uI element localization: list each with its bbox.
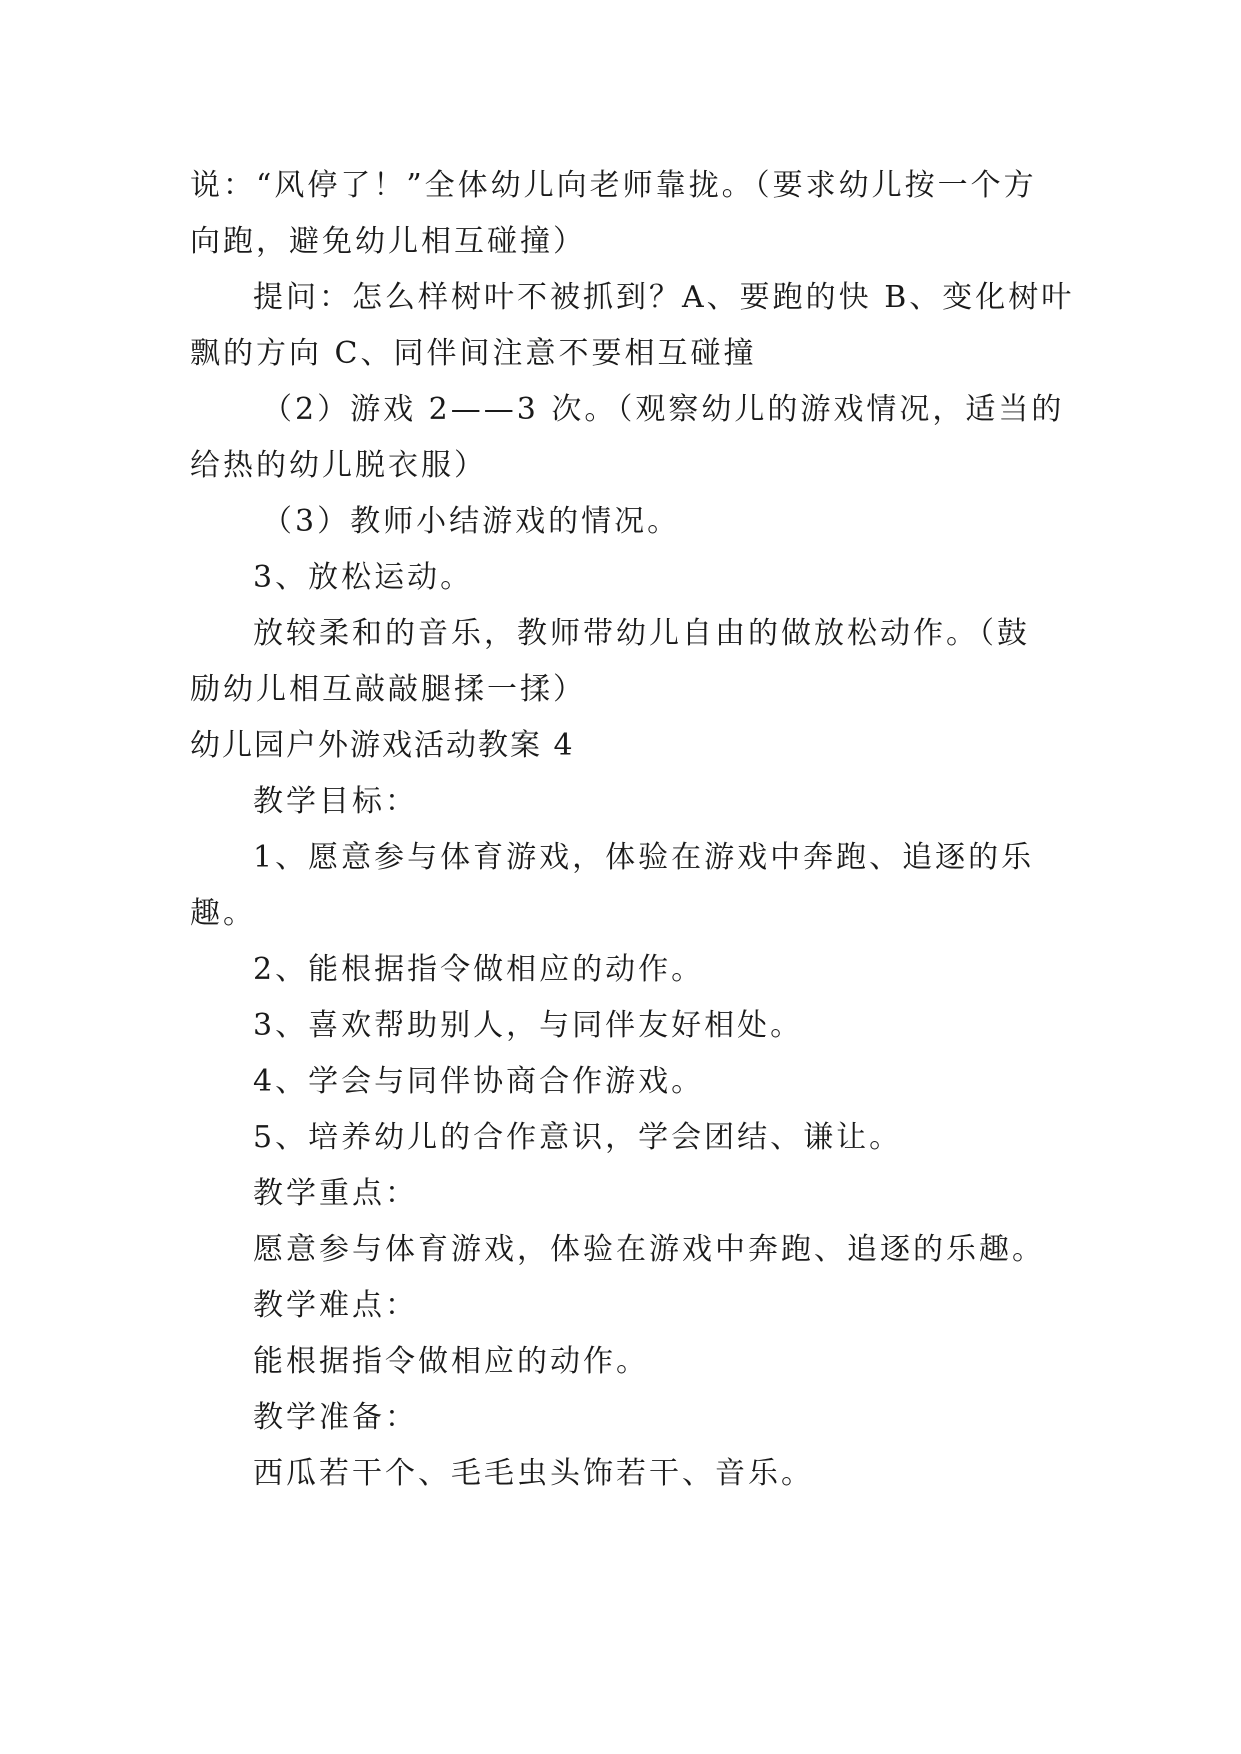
section-heading: 幼儿园户外游戏活动教案 4 (190, 728, 575, 763)
paragraph-line: 飘的方向 C、同伴间注意不要相互碰撞 (190, 336, 757, 371)
subheading: 教学难点： (253, 1288, 418, 1323)
subheading: 教学重点： (253, 1176, 418, 1211)
paragraph-line: 2、能根据指令做相应的动作。 (253, 952, 705, 987)
paragraph-line: 1、愿意参与体育游戏，体验在游戏中奔跑、追逐的乐 (253, 840, 1035, 875)
paragraph-line: 说：“风停了！”全体幼儿向老师靠拢。（要求幼儿按一个方 (190, 168, 1037, 203)
paragraph-line: 3、放松运动。 (253, 560, 474, 595)
paragraph-line: 西瓜若干个、毛毛虫头饰若干、音乐。 (253, 1456, 814, 1491)
paragraph-line: （3）教师小结游戏的情况。 (262, 504, 681, 539)
paragraph-line: 励幼儿相互敲敲腿揉一揉） (190, 672, 586, 707)
paragraph-line: 4、学会与同伴协商合作游戏。 (253, 1064, 705, 1099)
paragraph-line: 愿意参与体育游戏，体验在游戏中奔跑、追逐的乐趣。 (253, 1232, 1045, 1267)
subheading: 教学准备： (253, 1400, 418, 1435)
paragraph-line: 5、培养幼儿的合作意识，学会团结、谦让。 (253, 1120, 903, 1155)
subheading: 教学目标： (253, 784, 418, 819)
paragraph-line: 给热的幼儿脱衣服） (190, 448, 487, 483)
paragraph-line: （2）游戏 2——3 次。（观察幼儿的游戏情况，适当的 (262, 392, 1065, 427)
paragraph-line: 放较柔和的音乐，教师带幼儿自由的做放松动作。（鼓 (253, 616, 1030, 651)
paragraph-line: 3、喜欢帮助别人，与同伴友好相处。 (253, 1008, 804, 1043)
paragraph-line: 能根据指令做相应的动作。 (253, 1344, 649, 1379)
paragraph-line: 提问：怎么样树叶不被抓到？A、要跑的快 B、变化树叶 (253, 280, 1075, 315)
paragraph-line: 趣。 (190, 896, 256, 931)
paragraph-line: 向跑，避免幼儿相互碰撞） (190, 224, 586, 259)
